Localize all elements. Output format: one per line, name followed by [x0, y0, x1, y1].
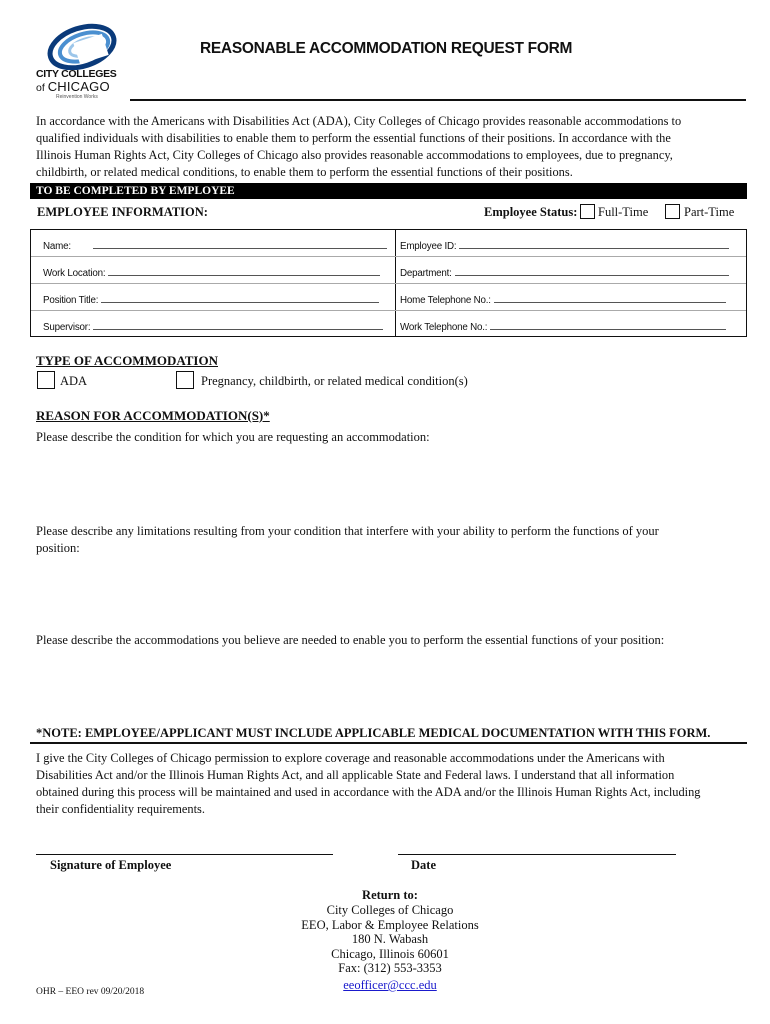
logo-tagline: Reinvention Works [56, 94, 98, 100]
accommodations-question: Please describe the accommodations you believe are needed to enable you to perform the essential functions of your position: [36, 633, 665, 647]
employee-section-bar [30, 183, 747, 199]
department-line [455, 266, 729, 276]
return-line: 180 N. Wabash [351, 932, 429, 947]
name-label: Name: [43, 241, 71, 252]
consent-line: Disabilities Act and/or the Illinois Human Rights Act, and all applicable State and Federal laws. I understand that all information [36, 768, 675, 782]
reason-heading: REASON FOR ACCOMMODATION(S)* [36, 408, 270, 423]
employee-info-heading: EMPLOYEE INFORMATION: [37, 205, 208, 219]
work-telephone-field[interactable] [400, 320, 726, 333]
consent-line: obtained during this process will be maintained and used in accordance with the ADA and/or the Illinois Human Rights Act, including [36, 785, 701, 799]
return-email-link[interactable]: eeofficer@ccc.edu [343, 978, 437, 992]
work-telephone-line [490, 320, 726, 330]
employee-info-box [30, 229, 747, 337]
intro-line: qualified individuals with disabilities to enable them to perform the essential functions of their positions. In accordance with the [36, 131, 671, 145]
intro-paragraph [36, 113, 744, 181]
ada-label: ADA [60, 374, 88, 388]
position-title-line [101, 293, 379, 303]
logo-of: of [36, 82, 45, 94]
intro-line: Illinois Human Rights Act, City Colleges of Chicago also provides reasonable accommodations to employees, due to pregnancy, [36, 148, 673, 162]
return-line: City Colleges of Chicago [326, 903, 454, 917]
name-field[interactable] [43, 239, 387, 252]
limitations-question-line: position: [36, 541, 80, 555]
full-time-checkbox[interactable] [580, 204, 595, 219]
pregnancy-label: Pregnancy, childbirth, or related medical condition(s) [201, 374, 468, 388]
info-row-divider [31, 283, 746, 284]
home-telephone-line [494, 293, 726, 303]
medical-documentation-note: *NOTE: EMPLOYEE/APPLICANT MUST INCLUDE APPLICABLE MEDICAL DOCUMENTATION WITH THIS FORM. [36, 726, 711, 740]
employee-id-label: Employee ID: [400, 241, 457, 252]
work-location-line [108, 266, 380, 276]
name-line [93, 239, 387, 249]
full-time-label: Full-Time [598, 205, 649, 219]
supervisor-label: Supervisor: [43, 322, 91, 333]
return-to-heading: Return to: [362, 888, 418, 902]
intro-line: In accordance with the Americans with Disabilities Act (ADA), City Colleges of Chicago provides reasonable accommodations to [36, 114, 682, 128]
employee-signature-label: Signature of Employee [50, 858, 172, 872]
supervisor-line [93, 320, 383, 330]
position-title-label: Position Title: [43, 295, 99, 306]
work-telephone-label: Work Telephone No.: [400, 322, 488, 333]
home-telephone-field[interactable] [400, 293, 726, 306]
limitations-question-line: Please describe any limitations resulting from your condition that interfere with your ability to perform the functions of your [36, 524, 659, 538]
condition-answer-area[interactable] [36, 447, 744, 517]
return-line: Fax: (312) 553-3353 [338, 961, 442, 976]
footer-revision: OHR – EEO rev 09/20/2018 [36, 987, 145, 997]
accommodations-answer-area[interactable] [36, 650, 744, 720]
employee-status-label: Employee Status: [484, 205, 578, 219]
city-colleges-logo [36, 18, 128, 106]
info-row-divider [31, 310, 746, 311]
return-to-address [240, 903, 540, 976]
return-line: EEO, Labor & Employee Relations [301, 917, 479, 932]
employee-id-field[interactable] [400, 239, 729, 252]
logo-swoosh-icon [42, 20, 120, 70]
logo-line-2 [36, 79, 110, 94]
date-label: Date [411, 858, 436, 872]
info-row-divider [31, 256, 746, 257]
employee-id-line [459, 239, 729, 249]
condition-question: Please describe the condition for which you are requesting an accommodation: [36, 430, 430, 444]
employee-signature-line[interactable] [36, 854, 333, 855]
department-field[interactable] [400, 266, 729, 279]
supervisor-field[interactable] [43, 320, 383, 333]
pregnancy-checkbox[interactable] [176, 371, 194, 389]
home-telephone-label: Home Telephone No.: [400, 295, 491, 306]
return-line: Chicago, Illinois 60601 [331, 946, 449, 961]
return-email-wrap [240, 978, 540, 993]
consent-line: I give the City Colleges of Chicago permission to explore coverage and reasonable accommodations under the Americans with [36, 751, 665, 765]
note-divider [30, 742, 747, 744]
date-line[interactable] [398, 854, 676, 855]
employee-section-bar-label: TO BE COMPLETED BY EMPLOYEE [36, 185, 235, 197]
title-divider [130, 99, 746, 101]
consent-paragraph [36, 750, 744, 818]
accommodation-type-heading: TYPE OF ACCOMMODATION [36, 353, 218, 368]
work-location-label: Work Location: [43, 268, 106, 279]
department-label: Department: [400, 268, 452, 279]
work-location-field[interactable] [43, 266, 380, 279]
position-title-field[interactable] [43, 293, 379, 306]
ada-checkbox[interactable] [37, 371, 55, 389]
logo-chicago: CHICAGO [47, 79, 110, 94]
page-title: REASONABLE ACCOMMODATION REQUEST FORM [200, 40, 573, 57]
logo-line-1: CITY COLLEGES [36, 68, 117, 80]
consent-line: their confidentiality requirements. [36, 802, 205, 816]
part-time-label: Part-Time [684, 205, 735, 219]
intro-line: childbirth, or related medical conditions, to enable them to perform the essential functions of their positions. [36, 165, 573, 179]
part-time-checkbox[interactable] [665, 204, 680, 219]
limitations-question [36, 523, 744, 557]
limitations-answer-area[interactable] [36, 560, 744, 626]
